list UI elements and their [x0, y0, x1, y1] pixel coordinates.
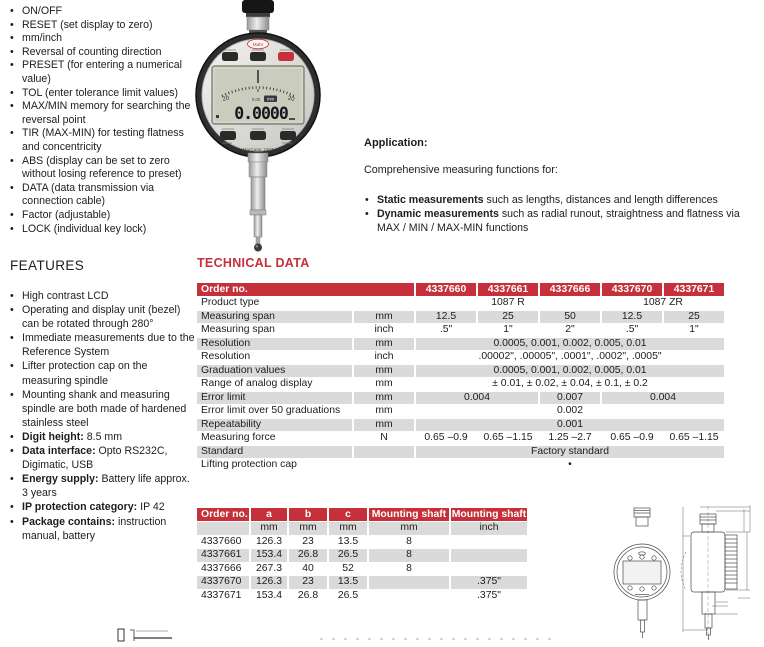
application-text: such as radial runout, straightness and flatness via MAX / MIN / MAX-MIN functions — [377, 208, 740, 234]
value-cell: 0.0005, 0.001, 0.002, 0.005, 0.01 — [416, 365, 724, 378]
row-label: Repeatability — [197, 419, 352, 432]
table-row — [197, 576, 527, 589]
table-row — [197, 446, 724, 459]
value-cell: mm — [289, 522, 327, 535]
value-cell: 26.8 — [289, 549, 327, 562]
row-label: 4337661 — [197, 549, 249, 562]
row-label: Lifting protection cap — [197, 459, 352, 472]
reset-button — [280, 131, 296, 140]
row-label: Resolution — [197, 351, 352, 364]
value-cell: 12.5 — [416, 311, 476, 324]
application-list — [364, 193, 762, 235]
value-cell — [369, 590, 449, 603]
application-bold-label: Dynamic measurements — [377, 208, 499, 220]
value-cell: .375" — [451, 576, 527, 589]
value-cell: 12.5 — [602, 311, 662, 324]
column-header: c — [329, 508, 367, 521]
table-header-row — [197, 283, 724, 296]
row-label — [197, 522, 249, 535]
lcd-sub-value: 0.00 — [251, 97, 260, 102]
list-item — [9, 289, 195, 303]
table-row — [197, 392, 724, 405]
row-label: 4337671 — [197, 590, 249, 603]
value-cell — [369, 576, 449, 589]
value-cell: 8 — [369, 549, 449, 562]
list-item: • MAX/MIN memory for searching the reversal point — [9, 100, 193, 127]
value-cell: 0.65 –1.15 — [664, 432, 724, 445]
technical-data-table — [195, 282, 726, 473]
value-cell: 0.002 — [416, 405, 724, 418]
unit-cell: mm — [354, 365, 414, 378]
row-label: Product type — [197, 297, 352, 310]
value-cell: 23 — [289, 536, 327, 549]
value-cell: 52 — [329, 563, 367, 576]
value-cell: 267.3 — [251, 563, 287, 576]
row-label: Range of analog display — [197, 378, 352, 391]
column-header: Order no. — [197, 283, 414, 296]
contact-point — [254, 244, 262, 252]
list-item — [364, 193, 762, 207]
value-cell: 26.5 — [329, 549, 367, 562]
table-row — [197, 432, 724, 445]
value-cell: 0.65 –0.9 — [602, 432, 662, 445]
unit-cell: mm — [354, 392, 414, 405]
feature-bold-label: IP protection category: — [22, 501, 138, 514]
unit-cell: mm — [354, 378, 414, 391]
column-header: b — [289, 508, 327, 521]
feature-text: Operating and display unit (bezel) can be rotated through 280° — [22, 304, 181, 331]
table-row — [197, 378, 724, 391]
row-label: Measuring force — [197, 432, 352, 445]
product-photo — [176, 0, 346, 252]
feature-text: instruction manual, battery — [22, 515, 167, 542]
list-item — [9, 331, 195, 359]
value-cell: mm — [369, 522, 449, 535]
page-bottom-fragment — [110, 624, 570, 642]
application-bold-label: Static measurements — [377, 194, 484, 206]
table-row — [197, 590, 527, 603]
value-cell: .375" — [451, 590, 527, 603]
brand-badge — [248, 39, 269, 49]
table-row — [197, 459, 724, 472]
column-header: a — [251, 508, 287, 521]
front-view — [614, 508, 670, 638]
list-item: • Reversal of counting direction — [9, 46, 193, 60]
list-item: • ON/OFF — [9, 5, 193, 19]
dial-indicator-photo — [176, 0, 346, 252]
value-cell: 153.4 — [251, 549, 287, 562]
row-label: 4337670 — [197, 576, 249, 589]
value-cell: 13.5 — [329, 536, 367, 549]
row-label: Error limit over 50 graduations — [197, 405, 352, 418]
table-row — [197, 297, 724, 310]
preset-button — [220, 131, 236, 140]
table-row — [197, 365, 724, 378]
brand-label: Mahr — [252, 42, 264, 47]
feature-bold-label: Energy supply: — [22, 473, 99, 486]
list-item: • mm/inch — [9, 32, 193, 46]
feature-text: Lifter protection cap on the measuring spindle — [22, 360, 148, 387]
column-header: Order no. — [197, 508, 249, 521]
list-item — [9, 388, 195, 430]
application-intro: Comprehensive measuring functions for: — [364, 164, 558, 176]
table-row — [197, 311, 724, 324]
value-cell: .00002", .00005", .0001", .0002", .0005" — [416, 351, 724, 364]
value-cell: 0.001 — [416, 419, 724, 432]
table-row — [197, 419, 724, 432]
dimensions-table — [195, 507, 529, 603]
side-view — [681, 506, 737, 640]
technical-data-heading: TECHNICAL DATA — [197, 256, 310, 270]
feature-bold-label: Digit height: — [22, 430, 84, 443]
list-item: • Factor (adjustable) — [9, 209, 193, 223]
dimension-lines — [683, 505, 750, 632]
value-cell: 40 — [289, 563, 327, 576]
table-row — [197, 549, 527, 562]
row-label: Measuring span — [197, 324, 352, 337]
max-min-button — [250, 52, 266, 61]
model-label: MarCator 1087 — [242, 147, 274, 152]
value-cell: 1" — [664, 324, 724, 337]
column-header: Mounting shaft — [451, 509, 527, 520]
value-cell: 1087 R — [416, 297, 600, 310]
features-heading: FEATURES — [10, 258, 85, 273]
value-cell: 153.4 — [251, 590, 287, 603]
list-item: • DATA (data transmission via connection cable) — [9, 182, 193, 209]
value-cell: 0.0005, 0.001, 0.002, 0.005, 0.01 — [416, 338, 724, 351]
column-header: Mounting shaft — [369, 508, 449, 521]
value-cell: 26.5 — [329, 590, 367, 603]
list-item: • TIR (MAX-MIN) for testing flatness and concentricity — [9, 127, 193, 154]
list-item — [364, 207, 762, 235]
list-item: • TOL (enter tolerance limit values) — [9, 87, 193, 101]
feature-text: IP 42 — [137, 501, 165, 514]
bottom-fragment-shapes — [110, 624, 570, 642]
feature-bold-label: Data interface: — [22, 445, 96, 458]
application-section — [364, 137, 762, 235]
scale-left-label: 20 — [222, 95, 230, 103]
value-cell: 0.004 — [416, 392, 538, 405]
value-cell: • — [416, 459, 724, 472]
table-row — [197, 324, 724, 337]
column-header: 4337671 — [664, 283, 724, 296]
row-label: 4337666 — [197, 563, 249, 576]
lcd-main-value: 0.0000 — [234, 104, 288, 123]
table-header-row — [197, 508, 527, 521]
value-cell: 1" — [478, 324, 538, 337]
value-cell: 126.3 — [251, 576, 287, 589]
value-cell: 2" — [540, 324, 600, 337]
unit-cell: inch — [354, 351, 414, 364]
value-cell — [451, 563, 527, 576]
row-label: Measuring span — [197, 311, 352, 324]
dimension-drawing — [590, 502, 762, 642]
table-row — [197, 536, 527, 549]
unit-cell: mm — [354, 405, 414, 418]
list-item — [9, 515, 195, 543]
value-cell: 8 — [369, 536, 449, 549]
list-item: • ABS (display can be set to zero without losing reference to preset) — [9, 155, 193, 182]
unit-cell — [354, 459, 414, 472]
column-header: 4337661 — [478, 283, 538, 296]
list-item — [9, 500, 195, 514]
value-cell: 13.5 — [329, 576, 367, 589]
feature-text: 8.5 mm — [83, 430, 123, 443]
list-item — [9, 430, 195, 444]
row-label: Standard — [197, 446, 352, 459]
lcd-display — [212, 66, 304, 124]
value-cell: 1087 ZR — [602, 297, 724, 310]
table-row — [197, 338, 724, 351]
features-list — [9, 289, 195, 543]
list-item — [9, 303, 195, 331]
unit-cell: mm — [354, 311, 414, 324]
list-item — [9, 472, 195, 500]
list-item: • LOCK (individual key lock) — [9, 223, 193, 237]
row-label: Graduation values — [197, 365, 352, 378]
on-off-button — [278, 52, 294, 61]
value-cell: 25 — [478, 311, 538, 324]
value-cell: 25 — [664, 311, 724, 324]
column-header: 4337666 — [540, 283, 600, 296]
column-header: 4337670 — [602, 283, 662, 296]
list-item — [9, 359, 195, 387]
feature-text: Opto RS232C, Digimatic, USB — [22, 445, 168, 472]
lcd-unit-label: mm — [266, 96, 275, 102]
lifting-cap — [242, 0, 274, 34]
feature-text: Battery life approx. 3 years — [22, 473, 190, 500]
column-header: 4337660 — [416, 283, 476, 296]
table-row — [197, 563, 527, 576]
value-cell: 126.3 — [251, 536, 287, 549]
value-cell: 0.007 — [540, 392, 600, 405]
list-item: • PRESET (for entering a numerical value) — [9, 59, 193, 86]
controls-list — [9, 5, 193, 236]
table-row — [197, 351, 724, 364]
value-cell: inch — [451, 522, 527, 535]
value-cell: 0.004 — [602, 392, 724, 405]
value-cell: 50 — [540, 311, 600, 324]
value-cell: 0.65 –1.15 — [478, 432, 538, 445]
row-label: Error limit — [197, 392, 352, 405]
unit-cell: mm — [354, 338, 414, 351]
table-row — [197, 522, 527, 535]
value-cell — [451, 536, 527, 549]
unit-cell — [354, 297, 414, 310]
value-cell — [451, 549, 527, 562]
technical-drawing — [590, 502, 762, 642]
unit-cell: inch — [354, 324, 414, 337]
value-cell: Factory standard — [416, 446, 724, 459]
value-cell: 26.8 — [289, 590, 327, 603]
feature-text: Immediate measurements due to the Reference System — [22, 332, 195, 359]
application-text: such as lengths, distances and length differences — [483, 194, 718, 206]
value-cell: 8 — [369, 563, 449, 576]
value-cell: .5" — [416, 324, 476, 337]
value-cell: .5" — [602, 324, 662, 337]
application-heading: Application: — [364, 137, 428, 149]
list-item: • RESET (set display to zero) — [9, 19, 193, 33]
feature-text: High contrast LCD — [22, 290, 109, 302]
feature-text: Mounting shank and measuring spindle are both made of hardened stainless steel — [22, 388, 187, 429]
measuring-spindle — [248, 153, 268, 252]
value-cell: mm — [251, 522, 287, 535]
row-label: 4337660 — [197, 536, 249, 549]
value-cell: 1.25 –2.7 — [540, 432, 600, 445]
value-cell: ± 0.01, ± 0.02, ± 0.04, ± 0.1, ± 0.2 — [416, 378, 724, 391]
unit-cell: N — [354, 432, 414, 445]
value-cell: mm — [329, 522, 367, 535]
table-row — [197, 405, 724, 418]
tol-button — [222, 52, 238, 61]
value-cell: 0.65 –0.9 — [416, 432, 476, 445]
data-button — [250, 131, 266, 140]
unit-cell: mm — [354, 419, 414, 432]
value-cell: 23 — [289, 576, 327, 589]
unit-cell — [354, 446, 414, 459]
scale-right-label: 20 — [287, 95, 295, 103]
row-label: Resolution — [197, 338, 352, 351]
scale-center-label: 0 — [256, 88, 260, 93]
list-item — [9, 444, 195, 472]
feature-bold-label: Package contains: — [22, 515, 116, 528]
